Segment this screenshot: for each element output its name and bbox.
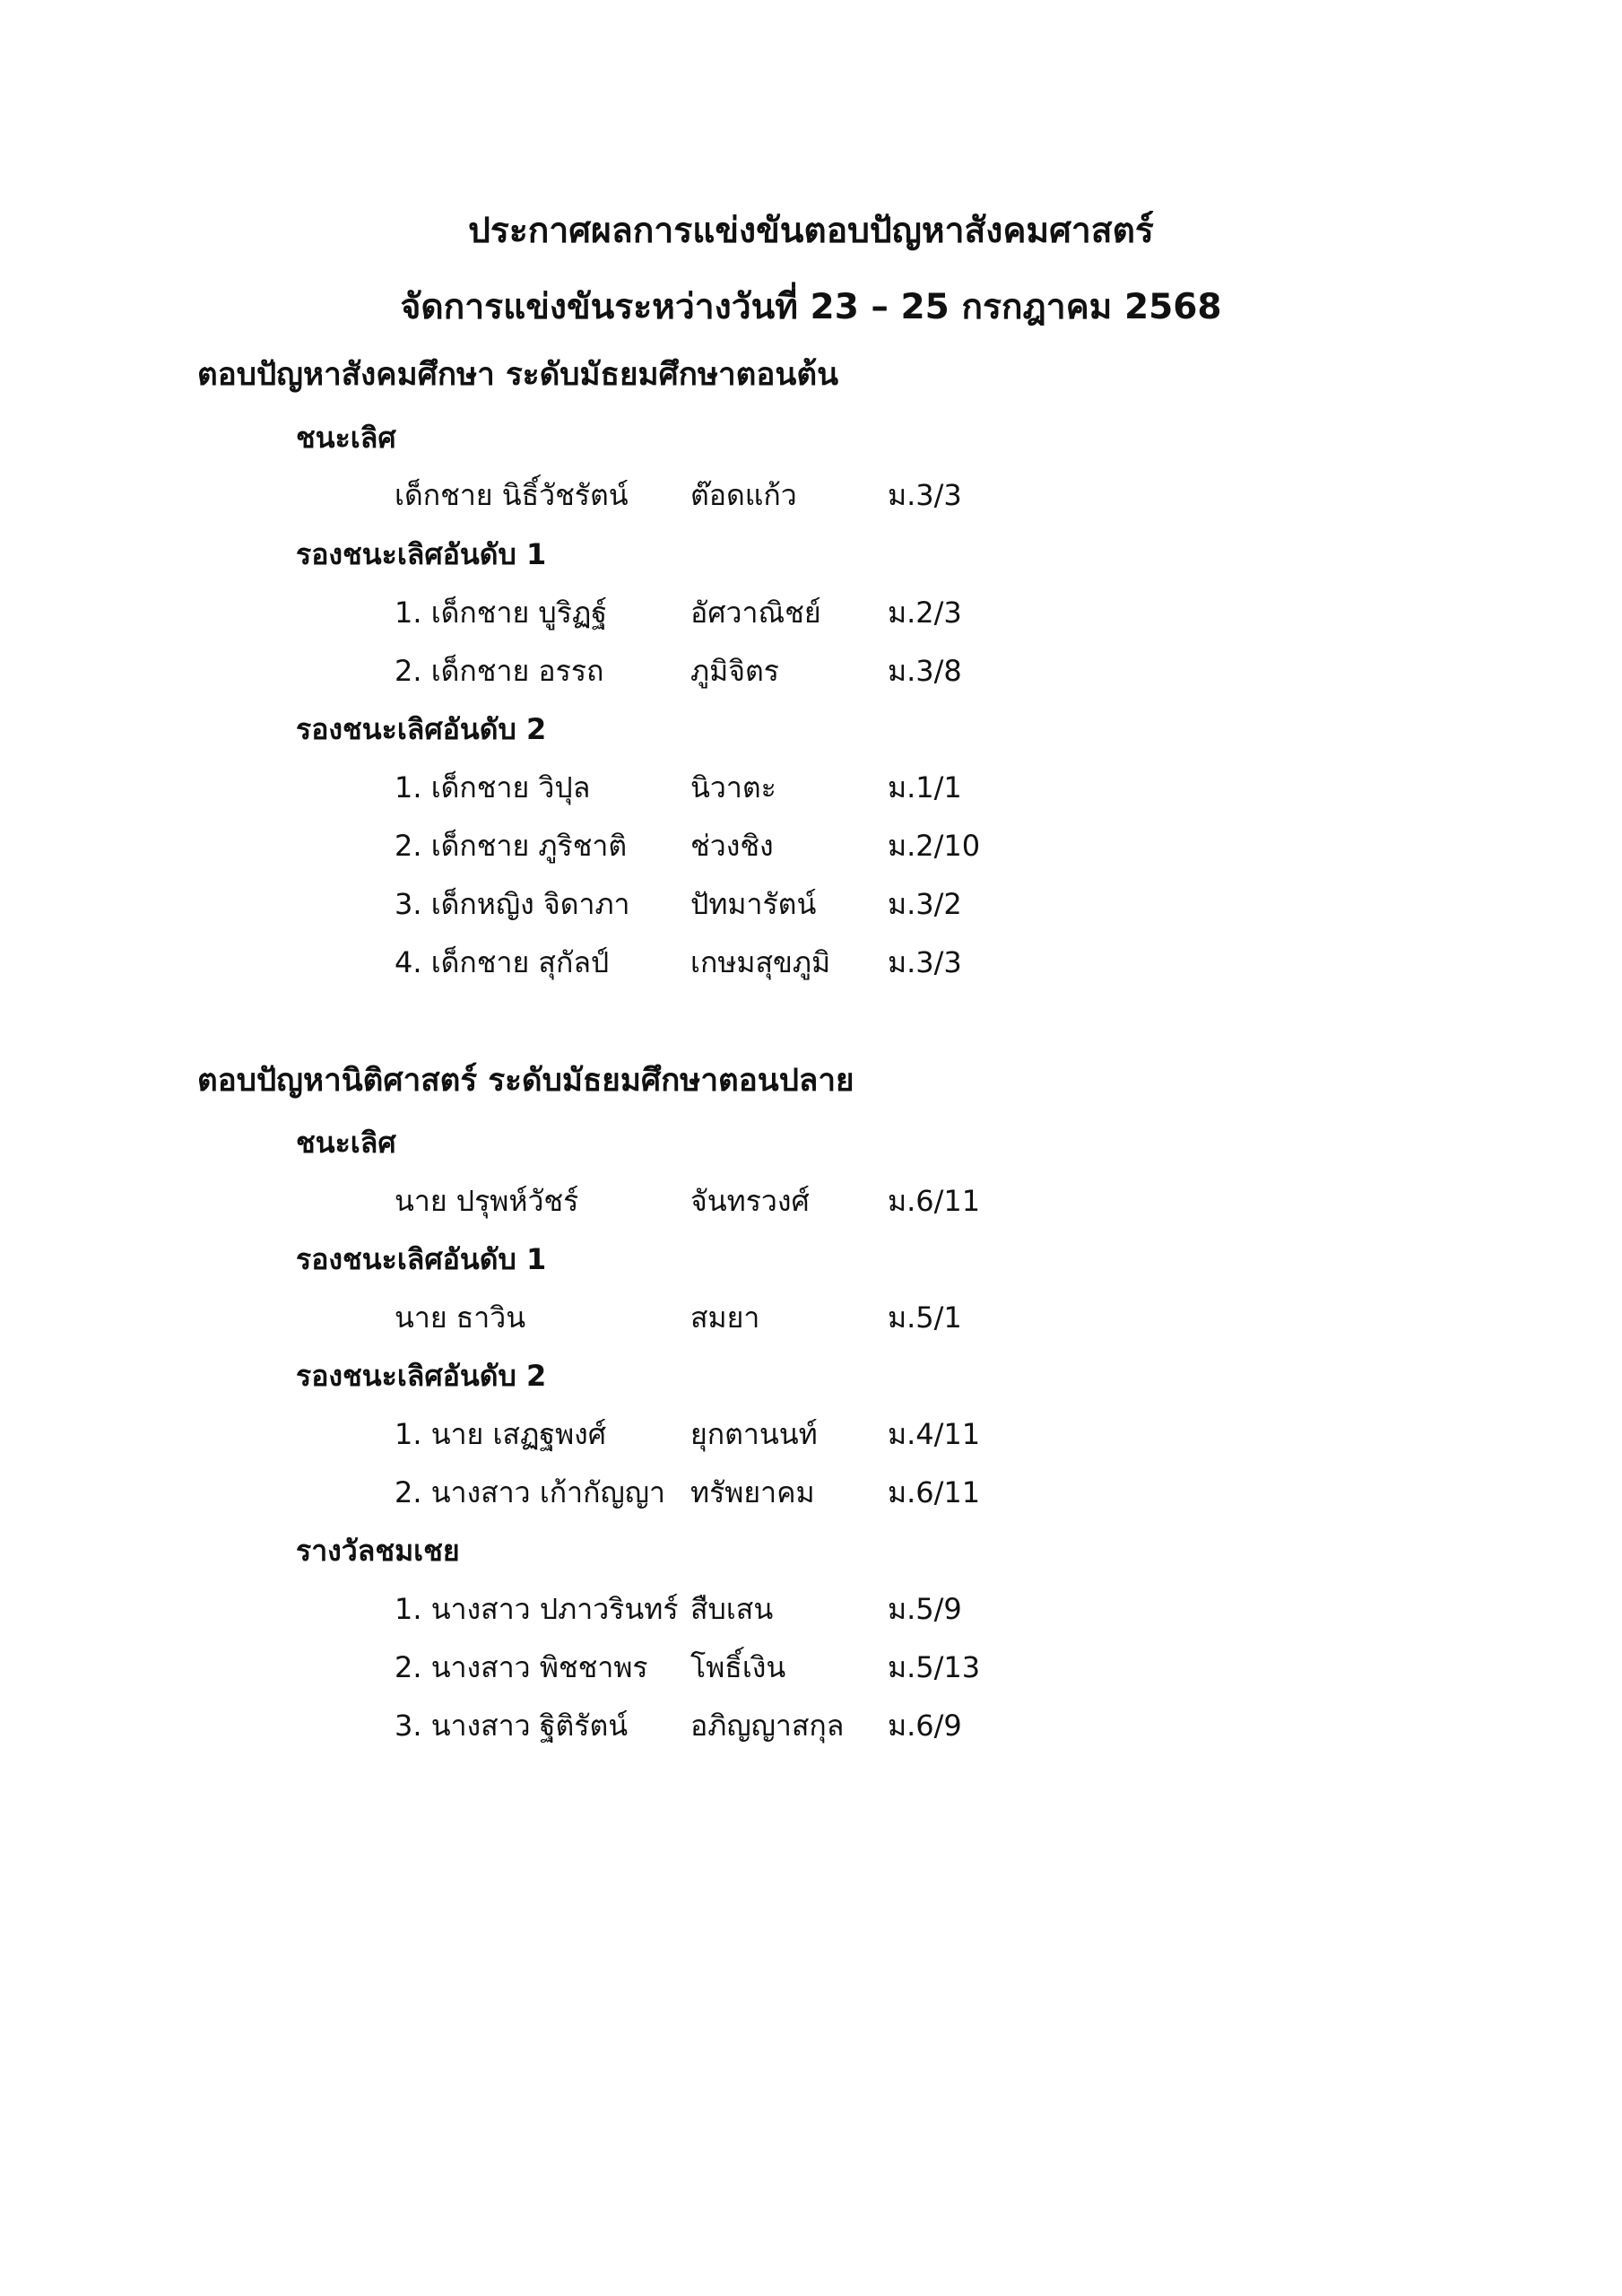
result-row: [0, 1473, 1622, 1512]
student-class: ม.1/1: [888, 770, 962, 804]
student-surname: ช่วงชิง: [690, 829, 774, 863]
result-row: [0, 1648, 1622, 1687]
student-surname: ภูมิจิตร: [690, 654, 779, 688]
student-name: 3. เด็กหญิง จิดาภา: [395, 887, 630, 921]
student-name: 1. เด็กชาย วิปุล: [395, 770, 591, 804]
document-title: ประกาศผลการแข่งขันตอบปัญหาสังคมศาสตร์: [468, 211, 1154, 251]
student-surname: นิวาตะ: [690, 770, 776, 804]
result-row: [0, 593, 1622, 632]
result-row: [0, 884, 1622, 924]
student-class: ม.4/11: [888, 1417, 981, 1451]
result-row: [0, 1706, 1622, 1745]
result-row: [0, 1181, 1622, 1221]
result-row: [0, 768, 1622, 807]
result-row: [0, 1589, 1622, 1629]
student-name: 3. นางสาว ฐิติรัตน์: [395, 1709, 629, 1743]
student-surname: อัศวาณิชย์: [690, 596, 821, 630]
student-surname: ต๊อดแก้ว: [690, 478, 797, 512]
student-name: 1. เด็กชาย บูริฏฐ์: [395, 596, 608, 630]
result-row: [0, 1414, 1622, 1454]
student-surname: โพธิ์เงิน: [690, 1650, 786, 1684]
student-surname: ปัทมารัตน์: [690, 887, 817, 921]
student-surname: ทรัพยาคม: [690, 1475, 815, 1509]
award-heading-runner-up-1: รองชนะเลิศอันดับ 1: [296, 537, 547, 571]
student-class: ม.3/3: [888, 945, 962, 979]
student-name: 2. เด็กชาย อรรถ: [395, 654, 604, 688]
section-heading-junior: ตอบปัญหาสังคมศึกษา ระดับมัธยมศึกษาตอนต้น: [197, 357, 839, 393]
result-row: [0, 1298, 1622, 1337]
result-row: [0, 475, 1622, 515]
student-surname: สมยา: [690, 1300, 760, 1335]
student-class: ม.5/13: [888, 1650, 981, 1684]
student-class: ม.2/10: [888, 829, 981, 863]
student-class: ม.6/9: [888, 1709, 962, 1743]
result-row: [0, 826, 1622, 865]
document-subtitle: จัดการแข่งขันระหว่างวันที่ 23 – 25 กรกฎาคม 2568: [400, 287, 1222, 327]
section-heading-senior: ตอบปัญหานิติศาสตร์ ระดับมัธยมศึกษาตอนปลาย: [197, 1063, 854, 1099]
student-class: ม.6/11: [888, 1184, 981, 1218]
student-surname: เกษมสุขภูมิ: [690, 945, 831, 979]
student-name: 2. เด็กชาย ภูริชาติ: [395, 829, 628, 863]
student-surname: อภิญญาสกุล: [690, 1709, 845, 1743]
student-name: 2. นางสาว พิชชาพร: [395, 1650, 648, 1684]
student-name: 1. นาย เสฏฐพงศ์: [395, 1417, 607, 1451]
student-name: 2. นางสาว เก้ากัญญา: [395, 1475, 665, 1509]
student-name: นาย ปรุพห์วัชร์: [395, 1184, 579, 1218]
student-class: ม.3/2: [888, 887, 962, 921]
award-heading-runner-up-1: รองชนะเลิศอันดับ 1: [296, 1242, 547, 1276]
student-class: ม.3/3: [888, 478, 962, 512]
student-surname: จันทรวงศ์: [690, 1184, 810, 1218]
student-name: เด็กชาย นิธิ์วัชรัตน์: [395, 478, 629, 512]
student-name: 4. เด็กชาย สุกัลป์: [395, 945, 610, 979]
award-heading-runner-up-2: รองชนะเลิศอันดับ 2: [296, 712, 547, 746]
student-surname: สืบเสน: [690, 1592, 774, 1626]
result-row: [0, 651, 1622, 691]
student-class: ม.3/8: [888, 654, 962, 688]
student-surname: ยุกตานนท์: [690, 1417, 818, 1451]
student-name: 1. นางสาว ปภาวรินทร์: [395, 1592, 679, 1626]
student-class: ม.5/1: [888, 1300, 962, 1335]
award-heading-winner: ชนะเลิศ: [296, 1126, 396, 1160]
award-heading-winner: ชนะเลิศ: [296, 421, 396, 455]
student-class: ม.5/9: [888, 1592, 962, 1626]
student-class: ม.6/11: [888, 1475, 981, 1509]
result-row: [0, 943, 1622, 982]
student-name: นาย ธาวิน: [395, 1300, 526, 1335]
award-heading-honorable-mention: รางวัลชมเชย: [296, 1534, 460, 1568]
student-class: ม.2/3: [888, 596, 962, 630]
award-heading-runner-up-2: รองชนะเลิศอันดับ 2: [296, 1359, 547, 1393]
